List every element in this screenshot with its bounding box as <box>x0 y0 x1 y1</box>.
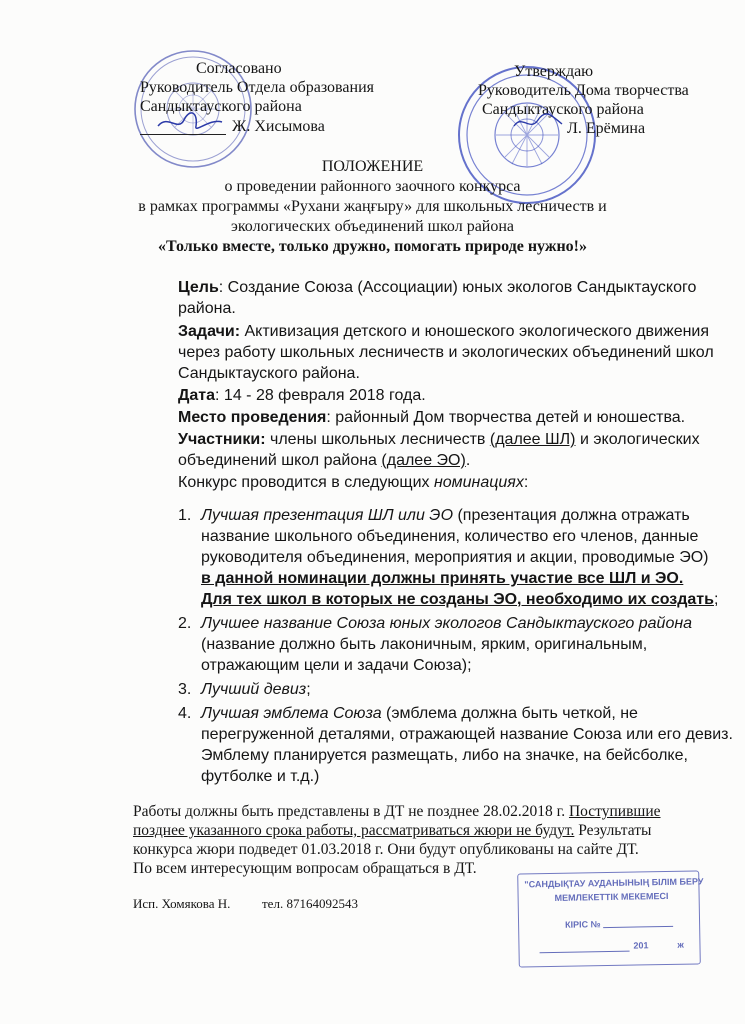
approver-position-right: Руководитель Дома творчества <box>478 82 689 99</box>
approver-district-left: Сандыктауского района <box>140 98 302 115</box>
executor-name: Исп. Хомякова Н. <box>133 896 231 911</box>
nomination-4-line-3: Эмблему планируется размещать, либо на значке, на бейсболке, <box>201 747 688 764</box>
tasks-line-3: Сандыктауского района. <box>178 365 360 382</box>
approval-label-left: Согласовано <box>196 60 282 77</box>
stamp-date-line <box>540 951 630 954</box>
stamp-year-suffix: ж <box>677 939 684 950</box>
stamp-number-line <box>603 926 673 928</box>
executor-phone: тел. 87164092543 <box>262 896 358 911</box>
nomination-1-number: 1. <box>178 507 192 524</box>
nomination-1-requirement-1: в данной номинации должны принять участие все ШЛ и ЭО. <box>201 570 684 587</box>
nomination-1-requirement-2: Для тех школ в которых не созданы ЭО, необходимо их создать; <box>201 591 719 608</box>
nominations-intro: Конкурс проводится в следующих номинациях: <box>178 474 529 491</box>
nomination-2-line-2: (название должно быть лаконичным, ярким, оригинальным, <box>201 636 648 653</box>
nomination-1-line-3: руководителя объединения, мероприятия и акции, проводимые ЭО) <box>201 549 709 566</box>
nomination-3-number: 3. <box>178 681 192 698</box>
stamp-year: 201 <box>633 940 649 951</box>
contest-motto: «Только вместе, только дружно, помогать природе нужно!» <box>158 238 587 255</box>
signature-right <box>508 110 568 136</box>
nomination-2-title: Лучшее название Союза юных экологов Сандыктауского района <box>201 615 693 632</box>
participants-line-2: объединений школ района (далее ЭО). <box>178 452 471 469</box>
stamp-line-2: МЕМЛЕКЕТТІК МЕКЕМЕСІ <box>554 890 669 903</box>
approver-district-right: Сандыктауского района <box>482 101 644 118</box>
approver-position-left: Руководитель Отдела образования <box>140 79 374 96</box>
title-line-2: о проведении районного заочного конкурса <box>224 178 521 195</box>
closing-line-2: позднее указанного срока работы, рассматриваться жюри не будут. Результаты <box>133 822 652 839</box>
participants-line-1: Участники: члены школьных лесничеств (далее ШЛ) и экологических <box>178 431 700 448</box>
nomination-4-number: 4. <box>178 705 192 722</box>
title-line-3: в рамках программы «Рухани жаңғыру» для школьных лесничеств и <box>138 198 607 215</box>
nomination-4-line-2: перегруженной деталями, отражающей название Союза или его девиз. <box>201 726 733 743</box>
stamp-line-1: "САНДЫҚТАУ АУДАНЫНЫҢ БІЛІМ БЕРУ <box>524 876 704 890</box>
nomination-1-line-1: Лучшая презентация ШЛ или ЭО (презентация должна отражать <box>201 507 690 524</box>
closing-line-3: конкурса жюри подведет 01.03.2018 г. Они будут опубликованы на сайте ДТ. <box>133 841 639 858</box>
tasks-line-2: через работу школьных лесничеств и экологических объединений школ <box>178 344 714 361</box>
nomination-2-number: 2. <box>178 615 192 632</box>
closing-line-4: По всем интересующим вопросам обращаться в ДТ. <box>133 860 477 877</box>
nomination-4-line-1: Лучшая эмблема Союза (эмблема должна быть четкой, не <box>201 705 638 722</box>
closing-line-1: Работы должны быть представлены в ДТ не позднее 28.02.2018 г. Поступившие <box>133 803 661 820</box>
nomination-4-line-4: футболке и т.д.) <box>201 768 320 785</box>
signature-line-left <box>140 134 226 135</box>
approval-label-right: Утверждаю <box>514 63 594 80</box>
tasks-line-1: Задачи: Активизация детского и юношеского экологического движения <box>178 323 710 340</box>
goal-line-1: Цель: Создание Союза (Ассоциации) юных экологов Сандыктауского <box>178 279 697 296</box>
date-line: Дата: 14 - 28 февраля 2018 года. <box>178 387 426 404</box>
goal-line-2: района. <box>178 300 236 317</box>
approver-name-left: Ж. Хисымова <box>232 118 325 135</box>
place-line: Место проведения: районный Дом творчества детей и юношества. <box>178 409 686 426</box>
title-line-4: экологических объединений школ района <box>230 218 515 235</box>
incoming-registration-stamp <box>517 870 704 967</box>
document-title: ПОЛОЖЕНИЕ <box>321 158 424 175</box>
stamp-incoming-number-label: КІРІС № <box>565 919 601 930</box>
nomination-3-title: Лучший девиз; <box>201 681 311 698</box>
signature-left <box>150 108 230 136</box>
nomination-2-line-3: отражающим цели и задачи Союза); <box>201 657 472 674</box>
approver-name-right: Л. Ерёмина <box>567 120 646 137</box>
nomination-1-line-2: название школьного объединения, количество его членов, данные <box>201 528 699 545</box>
